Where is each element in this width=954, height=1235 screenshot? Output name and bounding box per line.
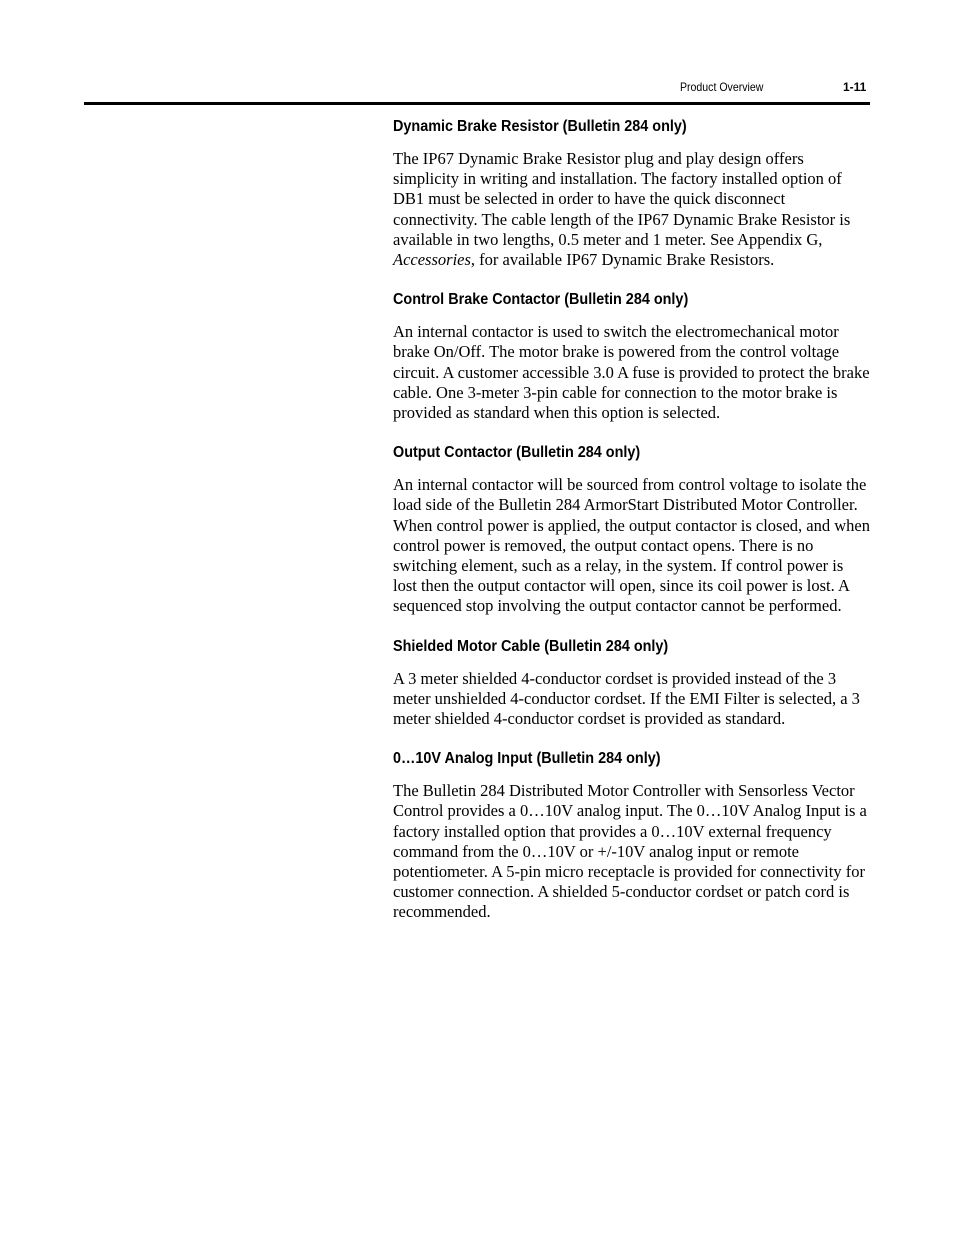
section-shielded-motor-cable [393, 637, 871, 730]
section-body: A 3 meter shielded 4-conductor cordset is provided instead of the 3 meter unshielded 4-conductor cordset. If the EMI Filter is selected, a 3 meter shielded 4-conductor cordset is provided as standard. [393, 668, 860, 729]
section-control-brake-contactor [393, 290, 871, 423]
body-italic-text: Accessories [393, 250, 471, 270]
main-content [393, 117, 871, 943]
section-heading: 0…10V Analog Input (Bulletin 284 only) [393, 750, 661, 768]
section-dynamic-brake-resistor [393, 117, 871, 270]
body-text: The IP67 Dynamic Brake Resistor plug and play design offers simplicity in writing and installation. The factory installed option of DB1 must be selected in order to have the quick disconnect connectivity. The cable length of the IP67 Dynamic Brake Resistor is available in two lengths, 0.5 meter and 1 meter. See Appendix G, [393, 149, 851, 249]
section-analog-input [393, 749, 871, 922]
running-header-title: Product Overview [680, 80, 764, 94]
section-heading: Dynamic Brake Resistor (Bulletin 284 only) [393, 118, 687, 135]
page-number: 1-11 [843, 80, 867, 94]
section-body: The Bulletin 284 Distributed Motor Controller with Sensorless Vector Control provides a 0…10V analog input. The 0…10V Analog Input is a factory installed option that provides a 0…10V external frequency command from the 0…10V or +/-10V analog input or remote potentiometer. A 5-pin micro receptacle is provided for connectivity for customer connection. A shielded 5-conductor cordset or patch cord is recommended. [393, 781, 867, 922]
body-text: , for available IP67 Dynamic Brake Resistors. [470, 250, 775, 270]
section-body: An internal contactor is used to switch the electromechanical motor brake On/Off. The motor brake is powered from the control voltage circuit. A customer accessible 3.0 A fuse is provided to protect the brake cable. One 3-meter 3-pin cable for connection to the motor brake is provided as standard when this option is selected. [393, 322, 870, 423]
section-heading: Shielded Motor Cable (Bulletin 284 only) [393, 637, 669, 655]
section-body [393, 149, 871, 270]
section-output-contactor [393, 443, 871, 616]
page-header [0, 80, 954, 100]
section-body: An internal contactor will be sourced from control voltage to isolate the load side of the Bulletin 284 ArmorStart Distributed Motor Controller. When control power is applied, the output contactor is closed, and when control power is removed, the output contact opens. There is no switching element, such as a relay, in the system. If control power is lost then the output contactor will open, since its coil power is lost. A sequenced stop involving the output contactor cannot be performed. [393, 475, 870, 616]
header-rule [84, 102, 870, 105]
section-heading: Control Brake Contactor (Bulletin 284 only) [393, 291, 689, 309]
section-heading: Output Contactor (Bulletin 284 only) [393, 444, 641, 462]
